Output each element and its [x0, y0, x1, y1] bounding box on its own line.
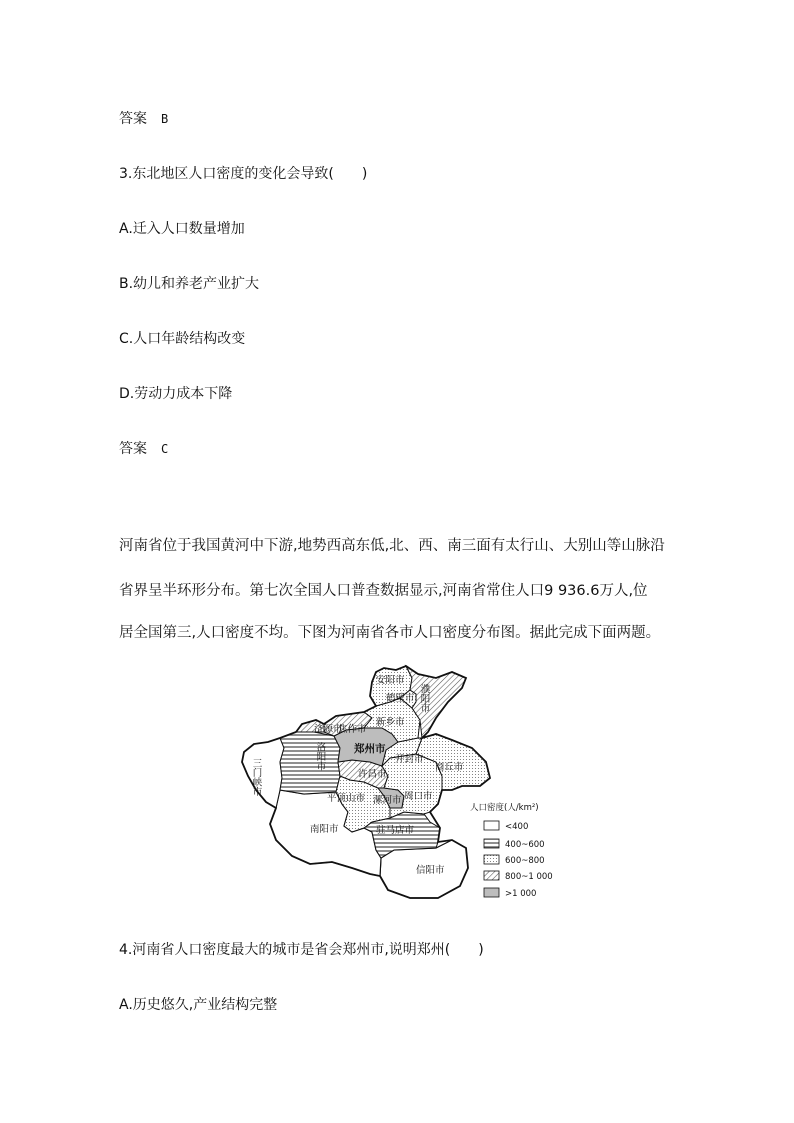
question-4-option-a: A.历史悠久,产业结构完整	[119, 997, 278, 1013]
answer-value: C	[161, 442, 169, 456]
legend-label: 800~1 000	[505, 872, 553, 882]
city-label-zhoukou: 周口市	[404, 791, 433, 802]
city-label-jiaozuo: 焦作市	[338, 724, 367, 735]
city-label-puyang: 濮阳市	[418, 684, 430, 713]
city-label-zhengzhou: 郑州市	[354, 743, 386, 755]
question-3-option-d: D.劳动力成本下降	[119, 386, 233, 402]
city-label-kaifeng: 开封市	[395, 754, 424, 765]
question-3-answer	[119, 440, 168, 458]
answer-label: 答案	[119, 441, 147, 457]
legend-swatch-gt1000	[484, 888, 499, 897]
legend-swatch-800-1000	[484, 871, 499, 880]
legend-swatch-400-600	[484, 839, 499, 848]
city-label-xuchang: 许昌市	[358, 769, 387, 780]
city-label-anyang: 安阳市	[376, 675, 405, 686]
city-label-shangqiu: 商丘市	[435, 762, 464, 773]
legend-label: 400~600	[505, 840, 545, 850]
city-label-xinyang: 信阳市	[416, 865, 445, 876]
region-luoyang	[280, 732, 340, 794]
question-3-option-b: B.幼儿和养老产业扩大	[119, 276, 260, 292]
question-3-option-a: A.迁入人口数量增加	[119, 221, 245, 237]
question-3-option-c: C.人口年龄结构改变	[119, 331, 246, 347]
henan-population-density-map	[240, 662, 560, 902]
passage-line-1: 河南省位于我国黄河中下游,地势西高东低,北、西、南三面有太行山、大别山等山脉沿	[119, 538, 665, 554]
city-label-luohe: 漯河市	[373, 795, 402, 806]
passage-line-2: 省界呈半环形分布。第七次全国人口普查数据显示,河南省常住人口9 936.6万人,位	[119, 583, 648, 599]
city-label-luoyang: 洛阳市	[314, 742, 326, 771]
legend-label: 600~800	[505, 856, 545, 866]
question-3-stem: 3.东北地区人口密度的变化会导致( )	[119, 166, 368, 182]
legend-title: 人口密度(人/km²)	[470, 803, 539, 813]
city-label-hebi: 鹤壁市	[386, 693, 415, 704]
city-label-xinxiang: 新乡市	[376, 717, 405, 728]
answer-value: B	[161, 112, 169, 126]
question-4-stem: 4.河南省人口密度最大的城市是省会郑州市,说明郑州( )	[119, 942, 484, 958]
map-legend	[470, 802, 553, 899]
city-label-sanmenxia: 三门峡市	[250, 758, 262, 796]
answer-line	[119, 110, 168, 128]
city-label-zhumadian: 驻马店市	[376, 825, 415, 836]
legend-swatch-600-800	[484, 855, 499, 864]
legend-swatch-lt400	[484, 821, 499, 830]
legend-label: >1 000	[505, 889, 537, 899]
passage-line-3: 居全国第三,人口密度不均。下图为河南省各市人口密度分布图。据此完成下面两题。	[119, 625, 661, 641]
city-label-pingdingshan: 平顶山市	[327, 793, 366, 804]
legend-label: <400	[505, 822, 529, 832]
city-label-jiyuan: 济源市	[314, 724, 343, 735]
answer-label: 答案	[119, 111, 147, 127]
city-label-nanyang: 南阳市	[310, 824, 339, 835]
